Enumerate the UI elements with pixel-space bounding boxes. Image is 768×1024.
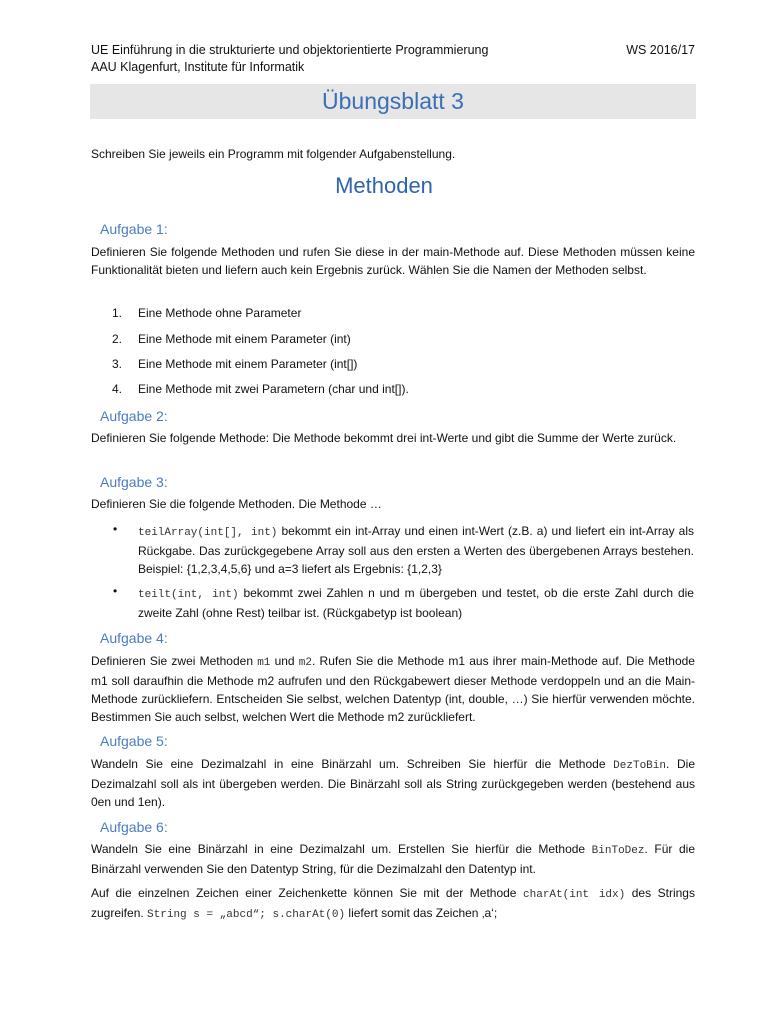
item-number: 3.: [112, 357, 123, 371]
text-run: Wandeln Sie eine Binärzahl in eine Dezimalzahl um. Erstellen Sie hierfür die Methode: [91, 842, 592, 856]
task-3-bullet-1: [138, 522, 694, 578]
intro-text: Schreiben Sie jeweils ein Programm mit folgender Aufgabenstellung.: [91, 147, 456, 161]
task-4-heading: Aufgabe 4:: [100, 630, 168, 646]
task-1-heading: Aufgabe 1:: [100, 221, 168, 237]
task-3-text: Definieren Sie die folgende Methoden. Die Methode …: [91, 497, 382, 511]
task-1-text: Definieren Sie folgende Methoden und rufen Sie diese in der main-Methode auf. Diese Methoden müssen keine Funktionalität bieten und liefern auch kein Ergebnis zurück. Wählen Sie die Namen der Methoden selbst.: [91, 245, 695, 277]
code-snippet: m1: [257, 657, 271, 669]
text-run: Auf die einzelnen Zeichen einer Zeichenkette können Sie mit der Methode: [91, 886, 524, 900]
code-snippet: m2: [298, 657, 312, 669]
title-bar: [90, 84, 696, 119]
task-6-heading: Aufgabe 6:: [100, 819, 168, 835]
text-run: Wandeln Sie eine Dezimalzahl in eine Binärzahl um. Schreiben Sie hierfür die Methode: [91, 757, 614, 771]
bullet-dot: •: [113, 584, 118, 598]
text-run: . Die Dezimalzahl soll als int übergeben werden. Die Binärzahl soll als String zurückgegeben werden (bestehend aus 0en und 1en).: [91, 757, 695, 809]
item-number: 4.: [112, 382, 123, 396]
text-run: . Rufen Sie die Methode m1 aus ihrer main-Methode auf. Die Methode m1 soll daraufhin die Methode m2 aufrufen und den Rückgabewert dieser Methode verdoppeln und an die Main-Methode zurückliefern. Entscheiden Sie selbst, welchen Datentyp (int, double, …) Sie hierfür verwenden möchte. Bestimmen Sie auch selbst, welchen Wert die Methode m2 zurückliefert.: [91, 654, 695, 724]
item-number: 1.: [112, 306, 123, 320]
bullet-dot: •: [113, 522, 118, 536]
code-snippet: teilt(int, int): [138, 589, 239, 601]
task-3-heading: Aufgabe 3:: [100, 474, 168, 490]
text-run: . Für die Binärzahl verwenden Sie den Datentyp String, für die Dezimalzahl den Datentyp int.: [91, 842, 695, 876]
text-run: liefert somit das Zeichen ‚a‘;: [345, 906, 498, 920]
semester-label: WS 2016/17: [626, 43, 695, 57]
course-title: UE Einführung in die strukturierte und objektorientierte Programmierung: [91, 43, 489, 57]
task-2-heading: Aufgabe 2:: [100, 408, 168, 424]
text-run: Definieren Sie zwei Methoden: [91, 654, 258, 668]
bullet-text: bekommt zwei Zahlen n und m übergeben und testet, ob die erste Zahl durch die zweite Zahl (ohne Rest) teilbar ist. (Rückgabetyp ist boolean): [138, 586, 694, 620]
item-text: Eine Methode mit einem Parameter (int): [138, 332, 351, 346]
sheet-title: Übungsblatt 3: [322, 88, 464, 114]
task-2-text: Definieren Sie folgende Methode: Die Methode bekommt drei int-Werte und gibt die Summe der Werte zurück.: [91, 431, 677, 445]
task-4-text: [91, 652, 695, 726]
code-snippet: teilArray(int[], int): [138, 527, 278, 539]
task-5-text: [91, 755, 695, 811]
item-number: 2.: [112, 332, 123, 346]
item-text: Eine Methode mit einem Parameter (int[]): [138, 357, 358, 371]
text-run: des Strings zugreifen.: [91, 886, 695, 920]
code-snippet: charAt(int idx): [523, 889, 626, 901]
item-text: Eine Methode ohne Parameter: [138, 306, 302, 320]
code-snippet: DezToBin: [613, 760, 666, 772]
task-3-bullet-2: [138, 584, 694, 622]
code-snippet: BinToDez: [591, 845, 645, 857]
institute-label: AAU Klagenfurt, Institute für Informatik: [91, 60, 305, 74]
code-snippet: String s = „abcd“; s.charAt(0): [147, 909, 346, 921]
bullet-text: bekommt ein int-Array und einen int-Wert (z.B. a) und liefert ein int-Array als Rückgabe. Das zurückgegebene Array soll aus den ersten a Werten des übergebenen Arrays bestehen. Beispiel: {1,2,3,4,5,6} und a=3 liefert als Ergebnis: {1,2,3}: [138, 524, 695, 576]
task-6-text: [91, 840, 695, 878]
text-run: und: [270, 654, 299, 668]
task-5-heading: Aufgabe 5:: [100, 733, 168, 749]
item-text: Eine Methode mit zwei Parametern (char und int[]).: [138, 382, 409, 396]
task-6-hint: [91, 884, 695, 924]
section-title: Methoden: [335, 173, 433, 198]
